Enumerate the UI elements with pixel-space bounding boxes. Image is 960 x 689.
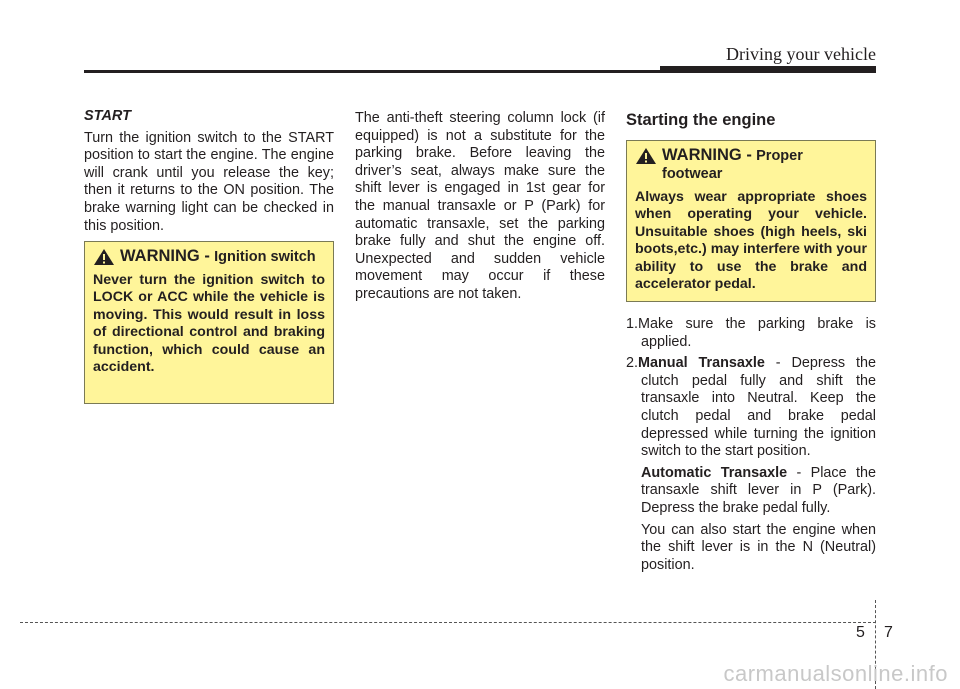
running-header: Driving your vehicle bbox=[726, 44, 876, 64]
warning-label: WARNING - bbox=[120, 247, 210, 265]
list-item bbox=[626, 316, 876, 351]
column-start bbox=[84, 108, 334, 235]
warning-triangle-icon bbox=[93, 248, 115, 266]
watermark: carmanualsonline.info bbox=[723, 661, 948, 686]
start-heading: START bbox=[84, 108, 131, 124]
step-text: - Depress the clutch pedal fully and shift the transaxle into Neutral. Keep the clutch pedal and brake pedal depressed while turning the ignition switch to the start position. bbox=[641, 355, 876, 460]
warning-subject: Ignition switch bbox=[214, 249, 316, 265]
step-number: 2. bbox=[626, 355, 639, 372]
warning-title bbox=[93, 248, 325, 266]
warning-label: WARNING - bbox=[662, 146, 752, 164]
warning-triangle-icon bbox=[635, 147, 657, 165]
note-text: You can also start the engine when the shift lever is in the N (Neutral) position. bbox=[641, 521, 876, 573]
warning-title bbox=[635, 147, 867, 183]
section-heading: Starting the engine bbox=[626, 111, 776, 129]
step-bold: Manual Transaxle bbox=[638, 355, 765, 372]
column-steering-lock bbox=[355, 110, 605, 304]
warning-box-ignition bbox=[84, 241, 334, 404]
header-rule bbox=[84, 70, 876, 73]
steps-container bbox=[626, 298, 876, 574]
list-item bbox=[626, 355, 876, 461]
auto-bold: Automatic Transaxle bbox=[641, 464, 788, 481]
warning-body: Always wear appropriate shoes when operating your vehicle. Unsuitable shoes (high heels, ski boots,etc.) may interfere with your ability to use the brake and accelerator pedal. bbox=[635, 189, 867, 293]
column-starting-engine bbox=[626, 108, 876, 130]
warning-subject: Proper footwear bbox=[662, 148, 803, 182]
start-paragraph: Turn the ignition switch to the START position to start the engine. The engine will crank until you release the key; then it returns to the ON position. The brake warning light can be checked in this position. bbox=[84, 129, 334, 234]
warning-body: Never turn the ignition switch to LOCK or ACC while the vehicle is moving. This would result in loss of directional control and braking function, which could cause an accident. bbox=[93, 272, 325, 376]
steps-list bbox=[626, 316, 876, 574]
step-text: Make sure the parking brake is applied. bbox=[638, 316, 876, 350]
footer-rule bbox=[20, 622, 876, 623]
warning-box-footwear bbox=[626, 140, 876, 302]
step-number: 1. bbox=[626, 316, 639, 332]
list-item bbox=[626, 465, 876, 518]
steering-lock-paragraph: The anti-theft steering column lock (if equipped) is not a substitute for the parking brake. Before leaving the driver’s seat, always make sure the shift lever is engaged in 1st gear for the manual transaxle or P (Park) for automatic transaxle, set the parking brake fully and shut the engine off. Unexpected and sudden vehicle movement may occur if these precautions are not taken. bbox=[355, 110, 605, 302]
page-number: 7 bbox=[884, 624, 893, 641]
auto-text: - Place the transaxle shift lever in P (Park). Depress the brake pedal fully. bbox=[641, 464, 876, 516]
list-item bbox=[626, 522, 876, 575]
section-number: 5 bbox=[856, 624, 865, 641]
